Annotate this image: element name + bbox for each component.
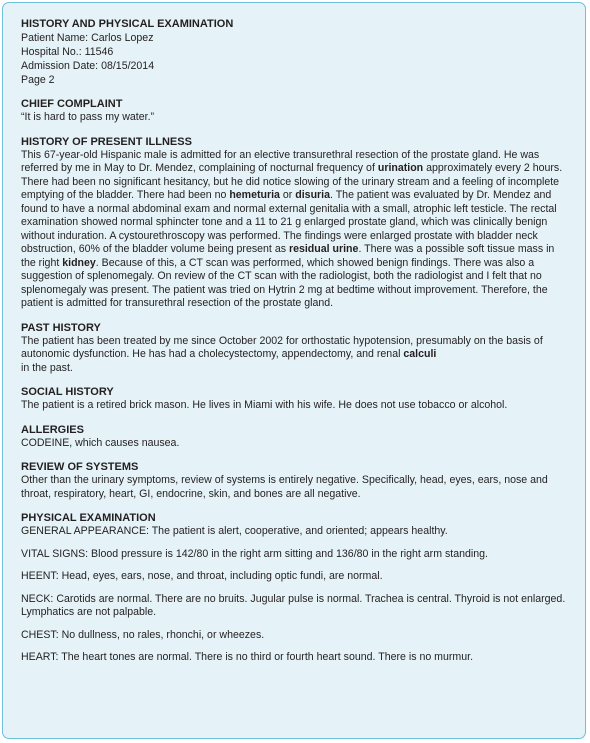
general-appearance-text: GENERAL APPEARANCE: The patient is alert, cooperative, and oriented; appears healthy.	[21, 525, 448, 537]
hpi-term-kidney: kidney	[62, 256, 96, 269]
hpi-text-6: . Because of this, a CT scan was performed, which showed benign findings. There was also a suggestion of splenomegaly. On review of the CT scan with the radiologist, both the radiologist and I felt that no splenomegaly was present. The patient was tried on Hytrin 2 mg at bedtime without improvement. Therefore, the patient is admitted for transurethral resection of the prostate gland.	[21, 256, 548, 309]
physical-exam-section	[21, 511, 569, 665]
past-history-section	[21, 321, 569, 376]
document-header	[21, 17, 569, 87]
social-history-heading: SOCIAL HISTORY	[21, 386, 114, 398]
past-history-heading: PAST HISTORY	[21, 321, 101, 334]
allergies-heading: ALLERGIES	[21, 423, 84, 436]
hpi-term-urination: urination	[377, 162, 424, 174]
neck-text: NECK: Carotids are normal. There are no bruits. Jugular pulse is normal. Trachea is central. Thyroid is not enlarged. Lymphatics are not palpable.	[21, 592, 566, 618]
past-history-term-calculi: calculi	[403, 348, 437, 360]
chief-complaint-heading: CHIEF COMPLAINT	[21, 98, 123, 110]
vital-signs-text: VITAL SIGNS: Blood pressure is 142/80 in the right arm sitting and 136/80 in the right arm standing.	[21, 547, 488, 560]
hpi-term-residual-urine: residual urine	[288, 243, 359, 255]
chief-complaint-text: “It is hard to pass my water.”	[21, 111, 155, 123]
hpi-term-hemeturia: hemeturia	[229, 189, 280, 201]
past-history-text-2: in the past.	[21, 361, 73, 374]
hpi-term-disuria: disuria	[295, 189, 331, 201]
hospital-number: Hospital No.: 11546	[21, 46, 114, 58]
patient-name: Patient Name: Carlos Lopez	[21, 32, 154, 44]
review-of-systems-section	[21, 460, 569, 501]
document-frame	[2, 2, 586, 739]
hpi-text-3: or	[279, 189, 296, 201]
heent-text: HEENT: Head, eyes, ears, nose, and throat, including optic fundi, are normal.	[21, 570, 383, 582]
document-title: HISTORY AND PHYSICAL EXAMINATION	[21, 18, 234, 30]
allergies-text: CODEINE, which causes nausea.	[21, 436, 180, 449]
hpi-text-4: . The patient was evaluated by Dr. Mendez and found to have a normal abdominal exam and normal external genitalia with a small, atrophic left testicle. The rectal examination showed normal sphincter tone and a 11 to 21 g enlarged prostate gland, which was clinically benign without induration. A cystourethroscopy was performed. The findings were enlarged prostate with bladder neck obstruction, 60% of the bladder volume being present as	[21, 189, 557, 255]
past-history-text	[21, 335, 569, 376]
social-history-section	[21, 385, 569, 413]
hpi-text-1: This 67-year-old Hispanic male is admitted for an elective transurethral resection of the prostate gland. He was referred by me in May to Dr. Mendez, complaining of nocturnal frequency of	[21, 148, 540, 174]
hpi-text-5: . There was a possible soft tissue mass in the right	[21, 243, 555, 269]
hpi-section	[21, 135, 569, 311]
past-history-text-1: The patient has been treated by me since October 2002 for orthostatic hypotension, presumably on the basis of autonomic dysfunction. He has had a cholecystectomy, appendectomy, and renal	[21, 334, 543, 360]
hpi-text-2: approximately every 2 hours. There had been no significant hesitancy, but he did notice slowing of the urinary stream and a feeling of incomplete emptying of the bladder. There had been no	[21, 162, 563, 201]
review-of-systems-heading: REVIEW OF SYSTEMS	[21, 461, 139, 473]
social-history-text: The patient is a retired brick mason. He lives in Miami with his wife. He does not use tobacco or alcohol.	[21, 399, 508, 411]
chief-complaint-section	[21, 97, 569, 125]
hpi-text	[21, 149, 569, 311]
admission-date: Admission Date: 08/15/2014	[21, 60, 155, 72]
heart-text: HEART: The heart tones are normal. There is no third or fourth heart sound. There is no murmur.	[21, 651, 474, 663]
hpi-heading: HISTORY OF PRESENT ILLNESS	[21, 135, 192, 148]
page-number: Page 2	[21, 74, 55, 86]
allergies-section	[21, 423, 569, 451]
chest-text: CHEST: No dullness, no rales, rhonchi, or wheezes.	[21, 628, 265, 641]
physical-exam-heading: PHYSICAL EXAMINATION	[21, 512, 156, 524]
review-of-systems-text: Other than the urinary symptoms, review of systems is entirely negative. Specifically, head, eyes, ears, nose and throat, respiratory, heart, GI, endocrine, skin, and bones are all negative.	[21, 474, 548, 500]
